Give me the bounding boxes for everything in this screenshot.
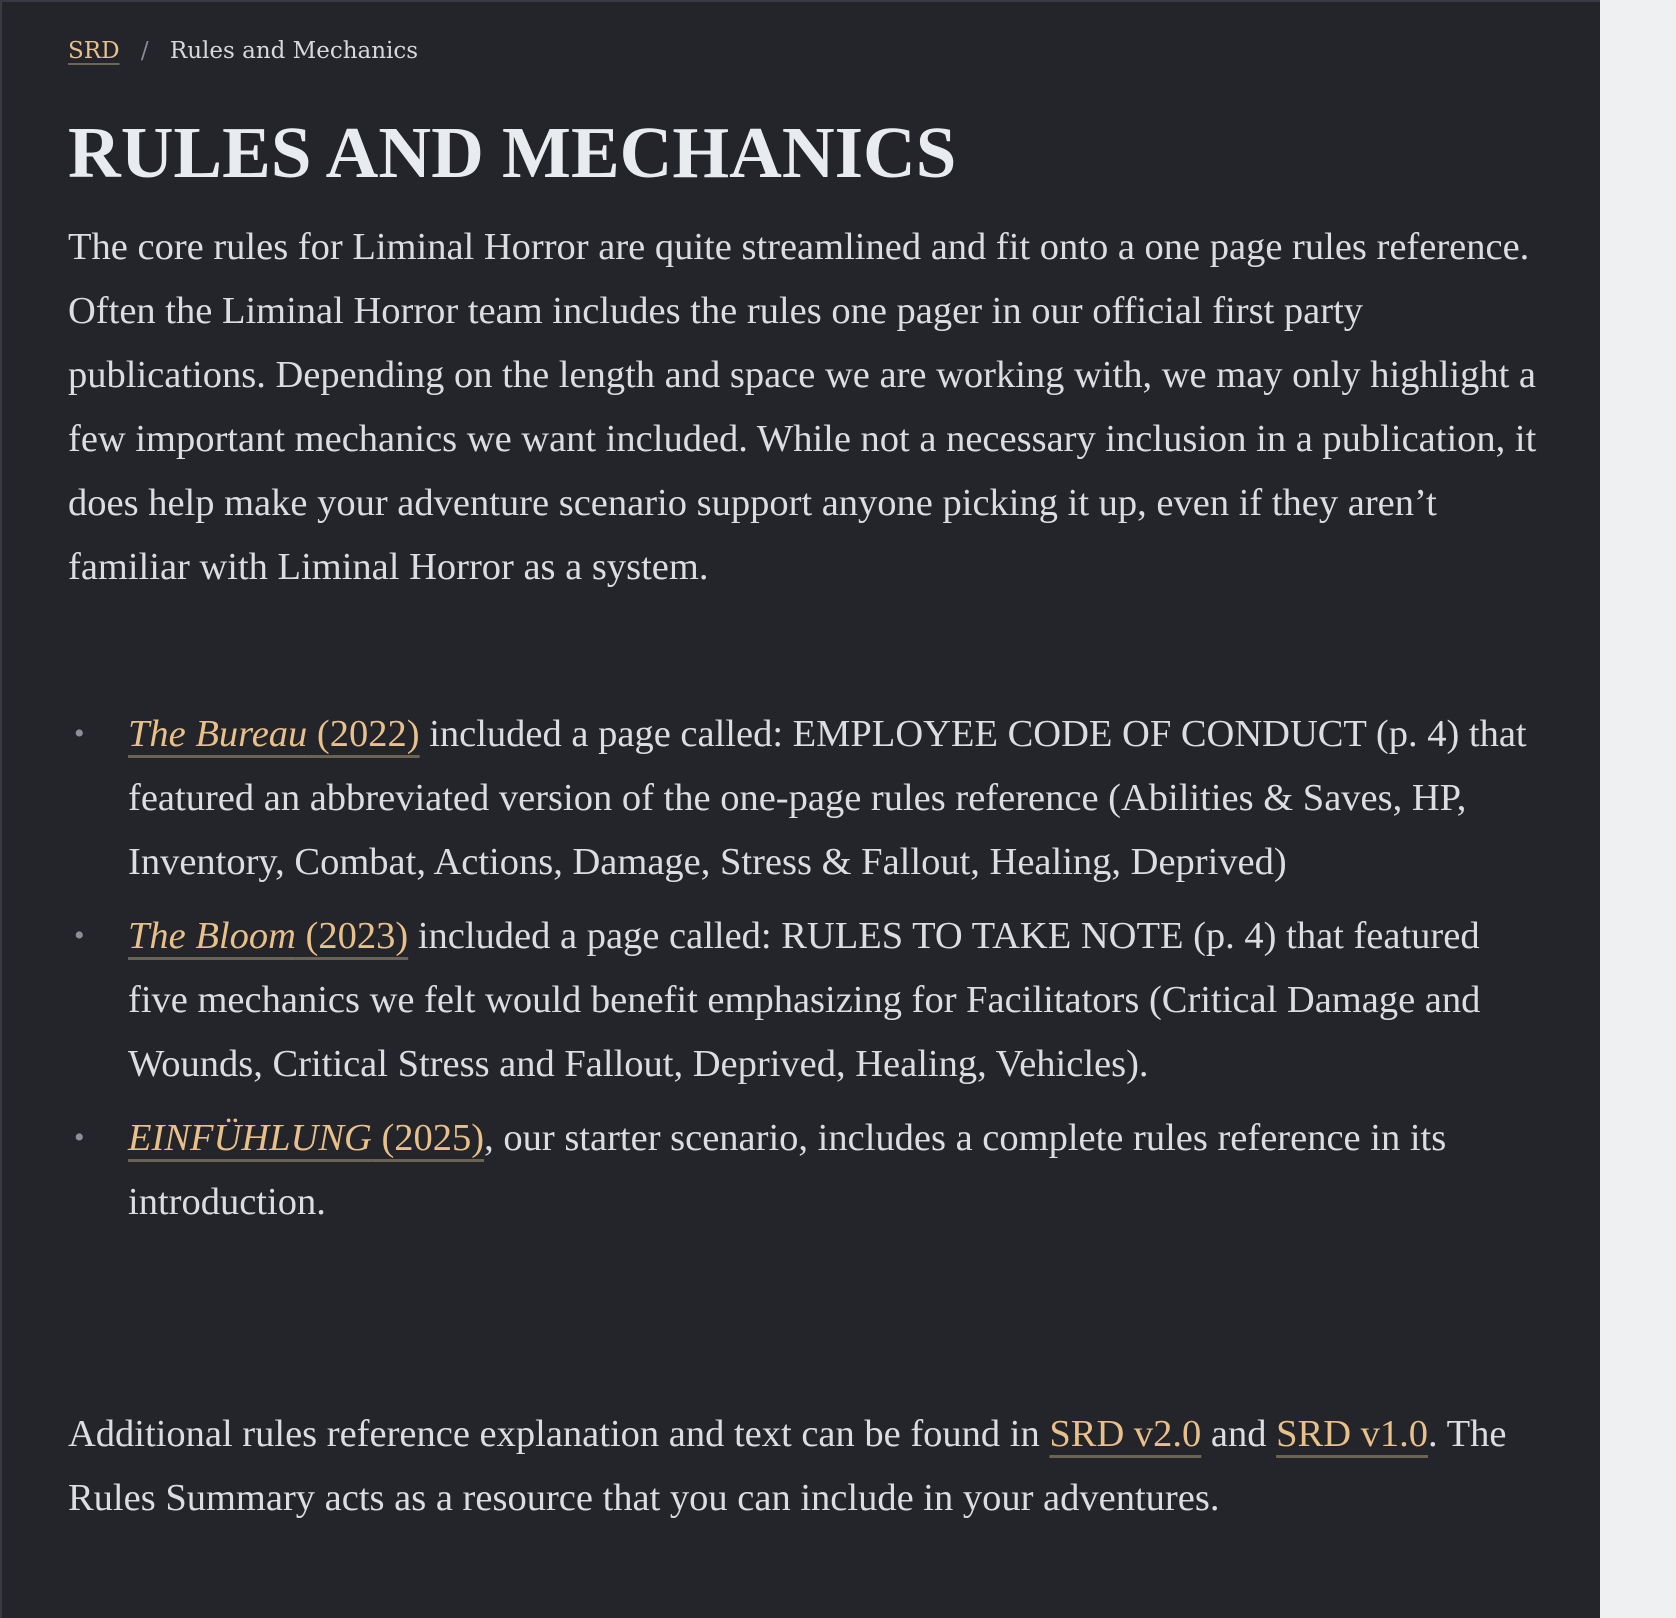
publication-title: EINFÜHLUNG	[128, 1117, 372, 1159]
srd-v2-link[interactable]: SRD v2.0	[1049, 1413, 1202, 1455]
list-item	[74, 904, 1548, 1096]
publication-description: , our starter scenario, includes a complete rules reference in its introduction.	[128, 1117, 1447, 1223]
bullet-icon: •	[74, 919, 85, 952]
publication-year: (2023)	[295, 915, 409, 957]
list-item	[74, 702, 1548, 894]
publication-year: (2022)	[307, 713, 420, 755]
publication-link-einfuhlung[interactable]	[128, 1117, 484, 1159]
breadcrumb-separator: /	[140, 38, 149, 64]
intro-paragraph: The core rules for Liminal Horror are quite streamlined and fit onto a one page rules reference. Often the Liminal Horror team includes the rules one pager in our official first party publications. Depending on the length and space we are working with, we may only highlight a few important mechanics we want included. While not a necessary inclusion in a publication, it does help make your adventure scenario support anyone picking it up, even if they aren’t familiar with Liminal Horror as a system.	[68, 226, 1537, 588]
publication-title: The Bureau	[128, 713, 308, 755]
publication-description: included a page called: EMPLOYEE CODE OF CONDUCT (p. 4) that featured an abbreviated version of the one-page rules reference (Abilities & Saves, HP, Inventory, Combat, Actions, Damage, Stress & Fallout, Healing, Deprived)	[128, 713, 1527, 883]
outro-text-between: and	[1201, 1413, 1277, 1455]
publication-description: included a page called: RULES TO TAKE NOTE (p. 4) that featured five mechanics we felt would benefit emphasizing for Facilitators (Critical Damage and Wounds, Critical Stress and Fallout, Deprived, Healing, Vehicles).	[128, 915, 1481, 1085]
publication-title: The Bloom	[128, 915, 296, 957]
publication-year: (2025)	[371, 1117, 485, 1159]
breadcrumb-link-srd[interactable]: SRD	[68, 38, 120, 64]
bullet-icon: •	[74, 1121, 85, 1154]
publication-list	[68, 702, 1548, 1244]
outro-text-after: . The Rules Summary acts as a resource that you can include in your adventures.	[68, 1413, 1507, 1519]
publication-link-bloom[interactable]	[128, 915, 408, 957]
outro-text-before: Additional rules reference explanation and text can be found in	[68, 1413, 1050, 1455]
bullet-icon: •	[74, 717, 85, 750]
breadcrumb-current: Rules and Mechanics	[169, 38, 419, 64]
outro-paragraph	[68, 1402, 1548, 1530]
srd-v1-link[interactable]: SRD v1.0	[1276, 1413, 1429, 1455]
breadcrumb	[68, 38, 418, 64]
page-title: RULES AND MECHANICS	[68, 112, 957, 193]
publication-link-bureau[interactable]	[128, 713, 420, 755]
list-item	[74, 1106, 1548, 1234]
